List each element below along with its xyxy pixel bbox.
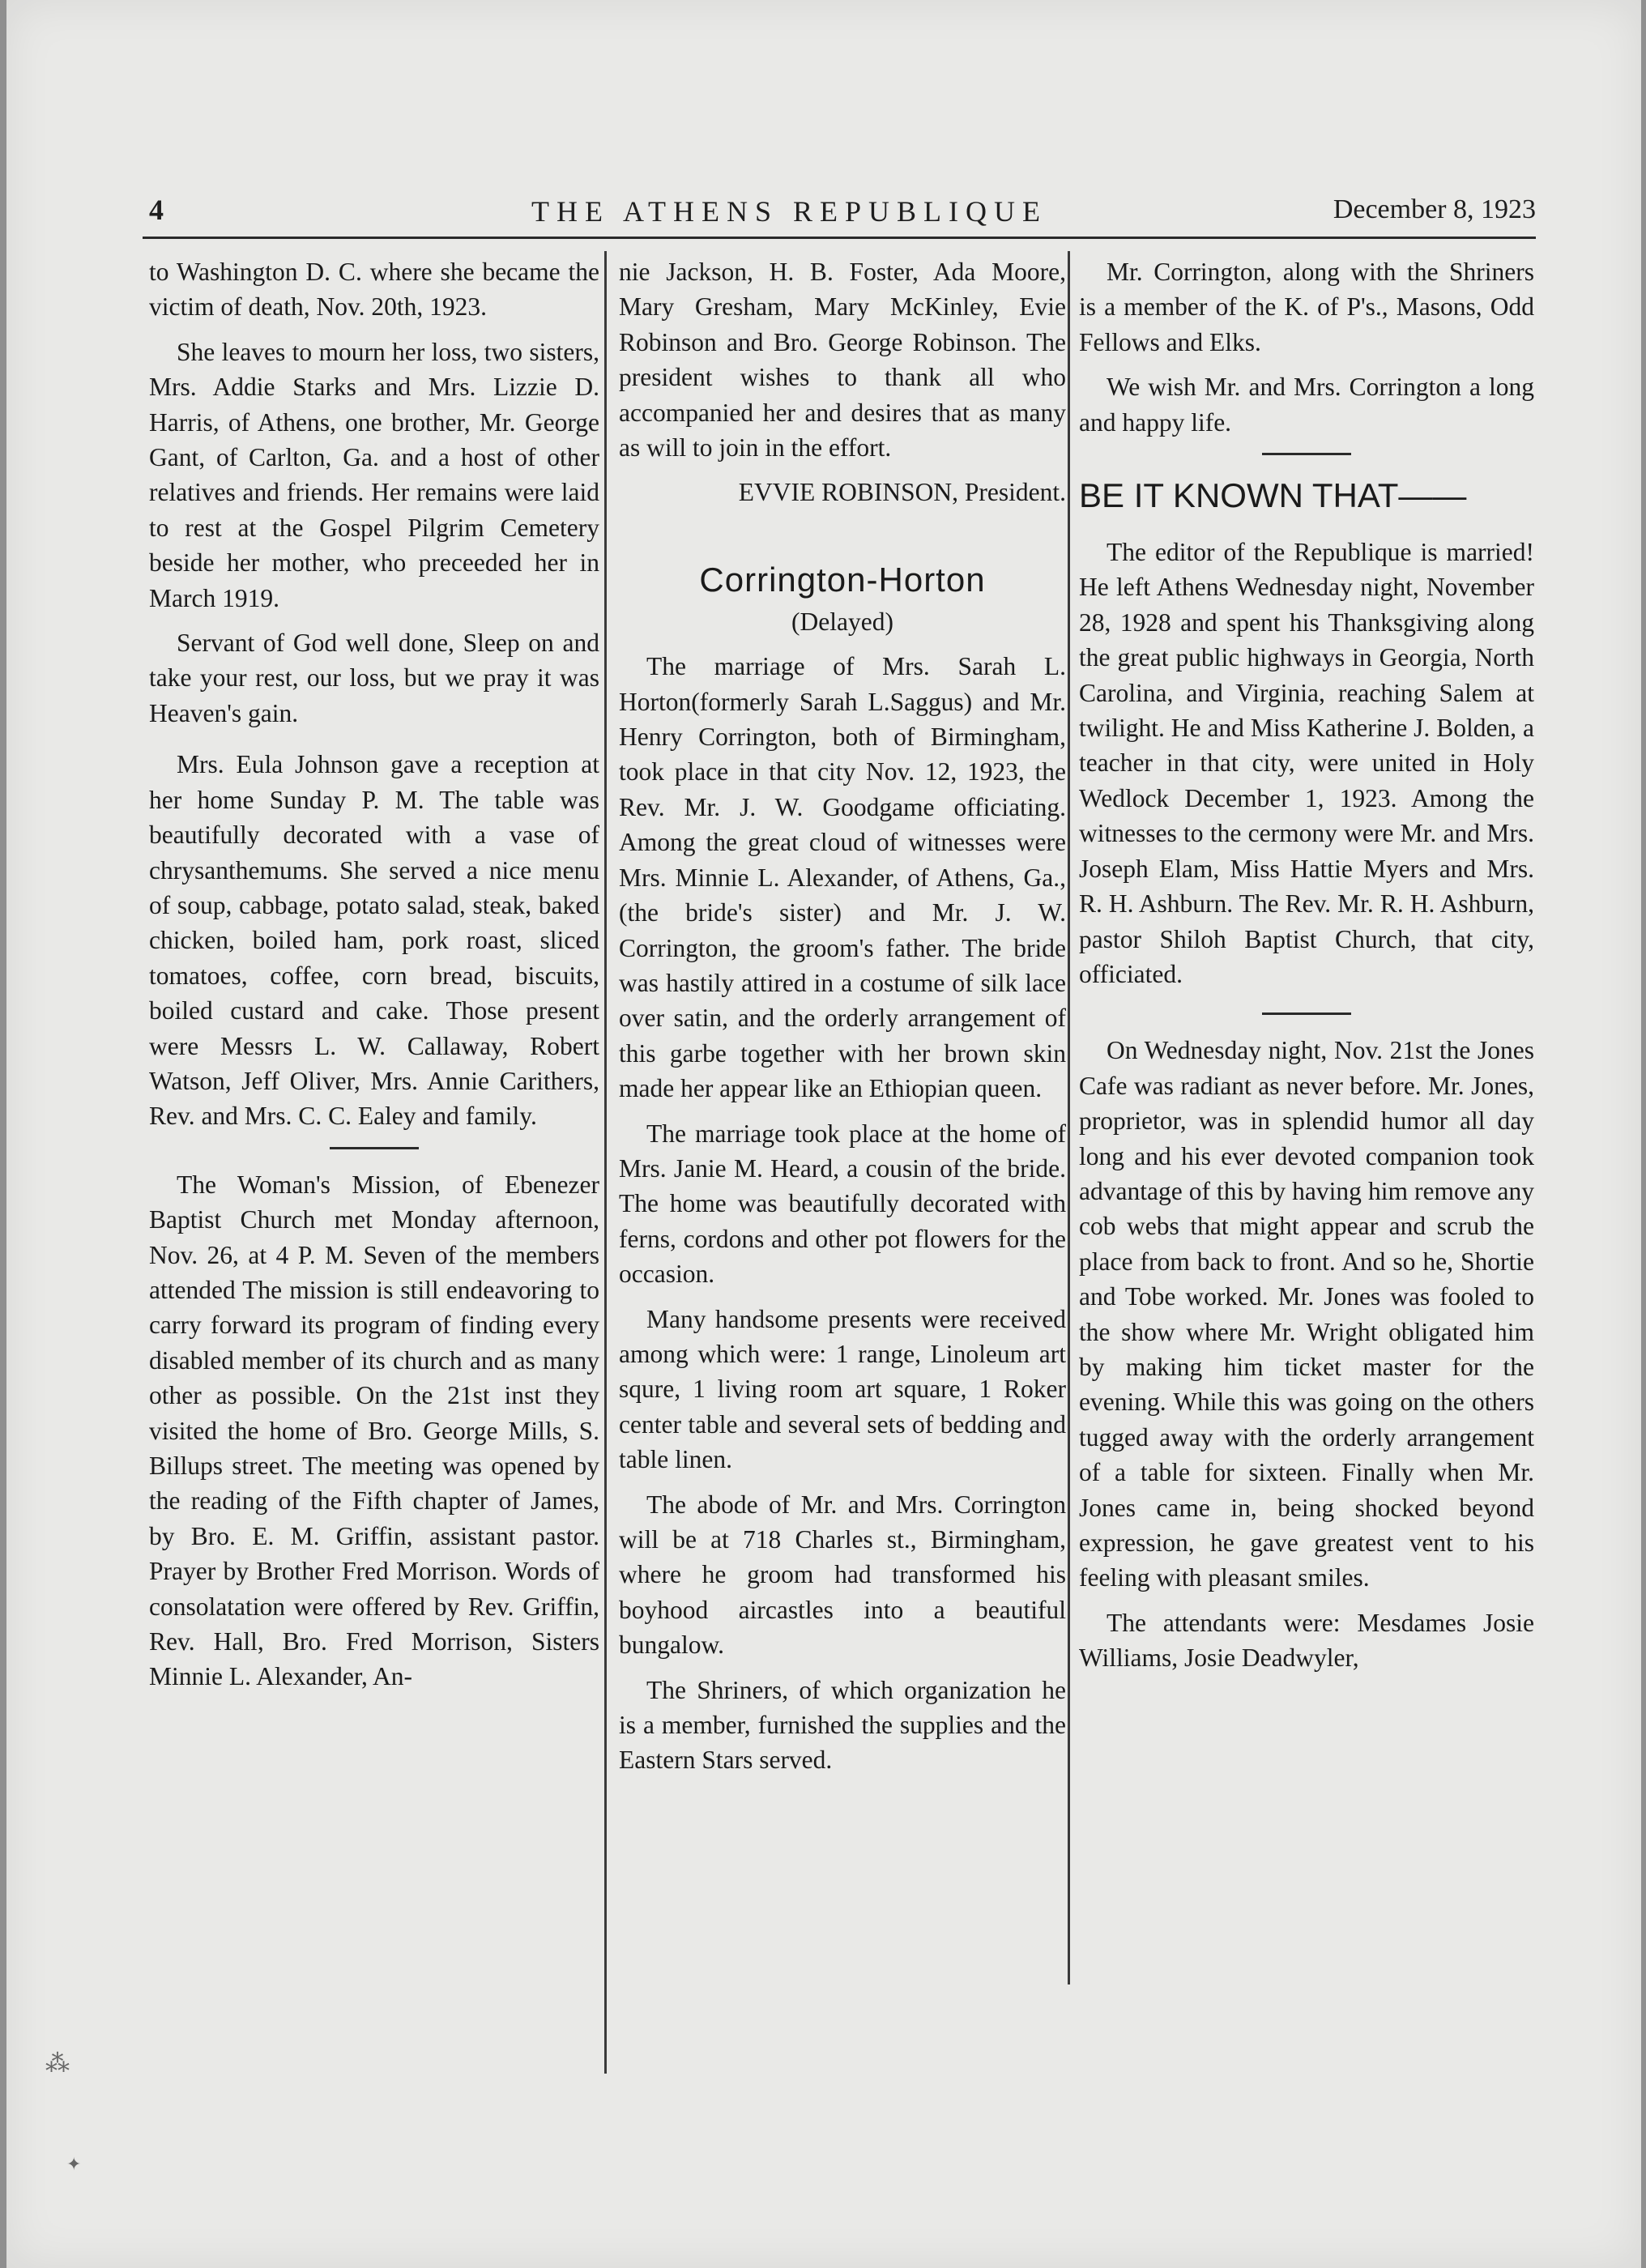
- column-2: [619, 254, 1066, 1788]
- corrington-wishes: We wish Mr. and Mrs. Corrington a long and happy life.: [1079, 373, 1534, 437]
- article-separator: [1262, 1013, 1351, 1015]
- marriage-announcement: The marriage of Mrs. Sarah L. Horton(formerly Sarah L.Saggus) and Mr. Henry Corrington, both of Birmingham, took place in that city Nov. 12, 1923, the Rev. Mr. J. W. Goodgame officiating. Among the great cloud of witnesses were Mrs. Minnie L. Alexander, of Athens, Ga., (the bride's sister) and Mr. J. W. Corrington, the groom's father. The bride was hastily attired in a costume of silk lace over satin, and the orderly arrangement of this garbe together with her brown skin made her appear like an Ethiopian queen.: [619, 652, 1066, 1103]
- jones-cafe-article: On Wednesday night, Nov. 21st the Jones Cafe was radiant as never before. Mr. Jones, proprietor, was in splendid humor all day long and his ever devoted companion took advantage of this by having him remove any cob webs that might appear and scrub the place from back to front. And so he, Shortie and Tobe worked. Mr. Jones was fooled to the show where Mr. Wright obligated him by making him ticket master for the evening. While this was going on the others tugged away with the orderly arrangement of a table for sixteen. Finally when Mr. Jones came in, being shocked beyond expression, he gave greatest vent to his feeling with pleasant smiles.: [1079, 1036, 1534, 1592]
- attendants-list: The attendants were: Mesdames Josie Williams, Josie Deadwyler,: [1079, 1608, 1534, 1673]
- column-1: [149, 254, 599, 1704]
- page-smudge-mark: ✦: [66, 2155, 82, 2175]
- article-separator: [330, 1147, 419, 1149]
- article-separator: [1262, 453, 1351, 455]
- reception-article: Mrs. Eula Johnson gave a reception at her home Sunday P. M. The table was beautifully decorated with a vase of chrysanthemums. She served a nice menu of soup, cabbage, potato salad, steak, baked chicken, boiled ham, pork roast, sliced tomatoes, coffee, corn bread, biscuits, boiled custard and cake. Those present were Messrs L. W. Callaway, Robert Watson, Jeff Oliver, Mrs. Annie Carithers, Rev. and Mrs. C. C. Ealey and family.: [149, 750, 599, 1131]
- editor-marriage-article: The editor of the Republique is married! He left Athens Wednesday night, November 28, 1928 and spent his Thanksgiving along the great public highways in Georgia, North Carolina, and Virginia, reaching Salem at twilight. He and Miss Katherine J. Bolden, a teacher in that city, were united in Holy Wedlock December 1, 1923. Among the witnesses to the cermony were Mr. and Mrs. Joseph Elam, Miss Hattie Myers and Mrs. R. H. Ashburn. The Rev. Mr. R. H. Ashburn, pastor Shiloh Baptist Church, that city, officiated.: [1079, 538, 1534, 988]
- article-heading-corrington-horton: Corrington-Horton: [699, 560, 986, 599]
- newspaper-page: [6, 0, 1641, 2268]
- mission-continuation: nie Jackson, H. B. Foster, Ada Moore, Mary Gresham, Mary McKinley, Evie Robinson and Bro. George Robinson. The president wishes to thank all who accompanied her and desires that as many as will to join in the effort.: [619, 258, 1066, 463]
- masthead: [143, 193, 1536, 232]
- column-divider-2: [1068, 251, 1070, 1985]
- corrington-memberships: Mr. Corrington, along with the Shriners is a member of the K. of P's., Masons, Odd Fellows and Elks.: [1079, 258, 1534, 356]
- womans-mission-article: The Woman's Mission, of Ebenezer Baptist Church met Monday afternoon, Nov. 26, at 4 P. M. Seven of the members attended The mission is still endeavoring to carry forward its program of finding every disabled member of its church and as many other as possible. On the 21st inst they visited the home of Bro. George Mills, S. Billups street. The meeting was opened by the reading of the Fifth chapter of James, by Bro. E. M. Griffin, assistant pastor. Prayer by Brother Fred Morrison. Words of consolatation were offered by Rev. Griffin, Rev. Hall, Bro. Fred Morrison, Sisters Minnie L. Alexander, An-: [149, 1170, 599, 1691]
- newspaper-title: THE ATHENS REPUBLIQUE: [531, 195, 1047, 228]
- couple-residence: The abode of Mr. and Mrs. Corrington will be at 718 Charles st., Birmingham, where he groom had transformed his boyhood aircastles into a beautiful bungalow.: [619, 1490, 1066, 1660]
- obituary-continuation: to Washington D. C. where she became the victim of death, Nov. 20th, 1923.: [149, 258, 599, 322]
- president-signature: EVVIE ROBINSON, President.: [738, 478, 1066, 507]
- obituary-closing: Servant of God well done, Sleep on and take your rest, our loss, but we pray it was Heaven's gain.: [149, 629, 599, 727]
- marriage-location: The marriage took place at the home of Mrs. Janie M. Heard, a cousin of the bride. The home was beautifully decorated with ferns, cordons and other pot flowers for the occasion.: [619, 1119, 1066, 1289]
- wedding-presents: Many handsome presents were received among which were: 1 range, Linoleum art squre, 1 living room art square, 1 Roker center table and several sets of bedding and table linen.: [619, 1304, 1066, 1474]
- page-smudge-mark: ⁂: [45, 2049, 70, 2078]
- column-divider-1: [604, 251, 607, 2074]
- issue-date: December 8, 1923: [1333, 194, 1536, 224]
- article-heading-be-it-known: BE IT KNOWN THAT——: [1079, 476, 1467, 515]
- column-3: [1079, 254, 1534, 1686]
- masthead-rule: [143, 237, 1536, 239]
- page-number: 4: [149, 194, 164, 226]
- obituary-survivors: She leaves to mourn her loss, two sisters, Mrs. Addie Starks and Mrs. Lizzie D. Harris, of Athens, one brother, Mr. George Gant, of Carlton, Ga. and a host of other relatives and friends. Her remains were laid to rest at the Gospel Pilgrim Cemetery beside her mother, who preceeded her in March 1919.: [149, 337, 599, 612]
- article-subheading-delayed: (Delayed): [791, 607, 893, 636]
- shriners-note: The Shriners, of which organization he is a member, furnished the supplies and the Eastern Stars served.: [619, 1675, 1066, 1775]
